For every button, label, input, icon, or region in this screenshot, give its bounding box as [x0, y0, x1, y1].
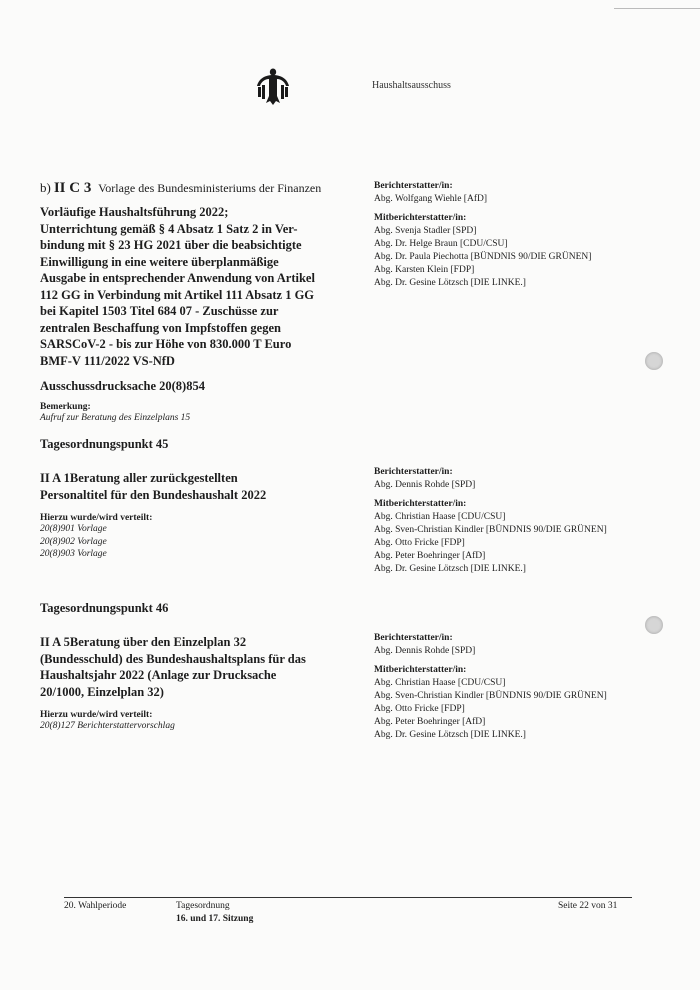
title-line: BMF-V 111/2022 VS-NfD [40, 353, 175, 368]
coreporter-label: Mitberichterstatter/in: [374, 499, 467, 509]
coreporter: Abg. Christian Haase [CDU/CSU] [374, 678, 506, 688]
footer-session: 16. und 17. Sitzung [176, 914, 254, 924]
reporter-label: Berichterstatter/in: [374, 181, 453, 191]
title-line: bei Kapitel 1503 Titel 684 07 - Zuschüsse zur [40, 304, 279, 318]
reporter: Abg. Dennis Rohde [SPD] [374, 480, 476, 490]
coreporter: Abg. Dr. Helge Braun [CDU/CSU] [374, 239, 508, 249]
title-line: SARSCoV-2 - bis zur Höhe von 830.000 T Euro [40, 337, 292, 351]
title-line: zentralen Beschaffung von Impfstoffen gegen [40, 320, 281, 335]
committee-name: Haushaltsausschuss [372, 80, 451, 91]
distributed-doc: 20(8)901 Vorlage [40, 524, 107, 534]
reporters-top45 [374, 466, 674, 576]
agenda-item-top46 [40, 634, 362, 733]
title-line: (Bundesschuld) des Bundeshaushaltsplans für das [40, 651, 306, 666]
title-line: Personaltitel für den Bundeshaushalt 2022 [40, 487, 267, 502]
item-title [40, 470, 362, 503]
punch-hole-icon [645, 616, 663, 634]
reporters-b [374, 180, 674, 290]
distributed-doc: 20(8)902 Vorlage [40, 536, 107, 547]
top-46-heading: Tagesordnungspunkt 46 [40, 601, 169, 615]
coreporter: Abg. Dr. Gesine Lötzsch [DIE LINKE.] [374, 564, 526, 574]
top-45-heading: Tagesordnungspunkt 45 [40, 437, 169, 451]
coreporter: Abg. Sven-Christian Kindler [BÜNDNIS 90/DIE GRÜNEN] [374, 691, 607, 701]
coreporter: Abg. Svenja Stadler [SPD] [374, 226, 477, 236]
coreporter: Abg. Peter Boehringer [AfD] [374, 717, 486, 727]
reporter: Abg. Wolfgang Wiehle [AfD] [374, 194, 488, 204]
remark-label: Bemerkung: [40, 402, 91, 412]
item-code: II A 1 [40, 471, 70, 485]
coreporter: Abg. Sven-Christian Kindler [BÜNDNIS 90/DIE GRÜNEN] [374, 525, 607, 535]
item-title [40, 634, 362, 700]
title-line: Vorläufige Haushaltsführung 2022; [40, 205, 229, 219]
coreporter: Abg. Karsten Klein [FDP] [374, 265, 475, 275]
distributed-doc: 20(8)127 Berichterstattervorschlag [40, 721, 175, 731]
coreporter: Abg. Otto Fricke [FDP] [374, 704, 465, 714]
item-code: II C 3 [53, 180, 92, 196]
title-line: bindung mit § 23 HG 2021 über die beabsichtigte [40, 238, 302, 252]
title-line: Haushaltsjahr 2022 (Anlage zur Drucksache [40, 668, 277, 682]
coreporter: Abg. Peter Boehringer [AfD] [374, 551, 486, 561]
item-heading [40, 180, 362, 196]
item-title [40, 204, 362, 369]
title-line: Einwilligung in eine weitere überplanmäßige [40, 254, 279, 269]
distributed-doc: 20(8)903 Vorlage [40, 549, 107, 559]
item-letter: b) [40, 180, 51, 195]
remark-text: Aufruf zur Beratung des Einzelplans 15 [40, 413, 191, 423]
title-line: 20/1000, Einzelplan 32) [40, 684, 164, 699]
distributed-label: Hierzu wurde/wird verteilt: [40, 710, 153, 720]
title-line: 112 GG in Verbindung mit Artikel 111 Absatz 1 GG [40, 287, 315, 302]
distributed-label: Hierzu wurde/wird verteilt: [40, 513, 153, 523]
item-intro: Vorlage des Bundesministeriums der Finanzen [98, 181, 322, 195]
reporter-label: Berichterstatter/in: [374, 467, 453, 477]
ausschussdrucksache: Ausschussdrucksache 20(8)854 [40, 379, 205, 393]
footer-page-number: Seite 22 von 31 [558, 901, 618, 911]
coreporter: Abg. Dr. Gesine Lötzsch [DIE LINKE.] [374, 278, 526, 288]
bundestag-eagle-icon [256, 66, 290, 106]
footer-agenda: Tagesordnung [176, 901, 230, 911]
reporter: Abg. Dennis Rohde [SPD] [374, 646, 476, 656]
title-line: Beratung aller zurückgestellten [69, 471, 238, 485]
reporters-top46 [374, 632, 674, 742]
agenda-item-top45 [40, 470, 362, 561]
coreporter-label: Mitberichterstatter/in: [374, 213, 467, 223]
scan-edge-line [614, 8, 700, 9]
agenda-item-b [40, 180, 362, 425]
title-line: Beratung über den Einzelplan 32 [69, 635, 247, 649]
punch-hole-icon [645, 352, 663, 370]
footer-period: 20. Wahlperiode [64, 901, 127, 911]
coreporter: Abg. Dr. Paula Piechotta [BÜNDNIS 90/DIE GRÜNEN] [374, 252, 592, 262]
footer-rule [64, 897, 632, 898]
title-line: Unterrichtung gemäß § 4 Absatz 1 Satz 2 in Ver- [40, 221, 298, 236]
reporter-label: Berichterstatter/in: [374, 633, 453, 643]
title-line: Ausgabe in entsprechender Anwendung von Artikel [40, 271, 315, 285]
item-code: II A 5 [40, 635, 70, 649]
coreporter: Abg. Dr. Gesine Lötzsch [DIE LINKE.] [374, 730, 526, 740]
coreporter: Abg. Otto Fricke [FDP] [374, 538, 465, 548]
coreporter-label: Mitberichterstatter/in: [374, 665, 467, 675]
coreporter: Abg. Christian Haase [CDU/CSU] [374, 512, 506, 522]
